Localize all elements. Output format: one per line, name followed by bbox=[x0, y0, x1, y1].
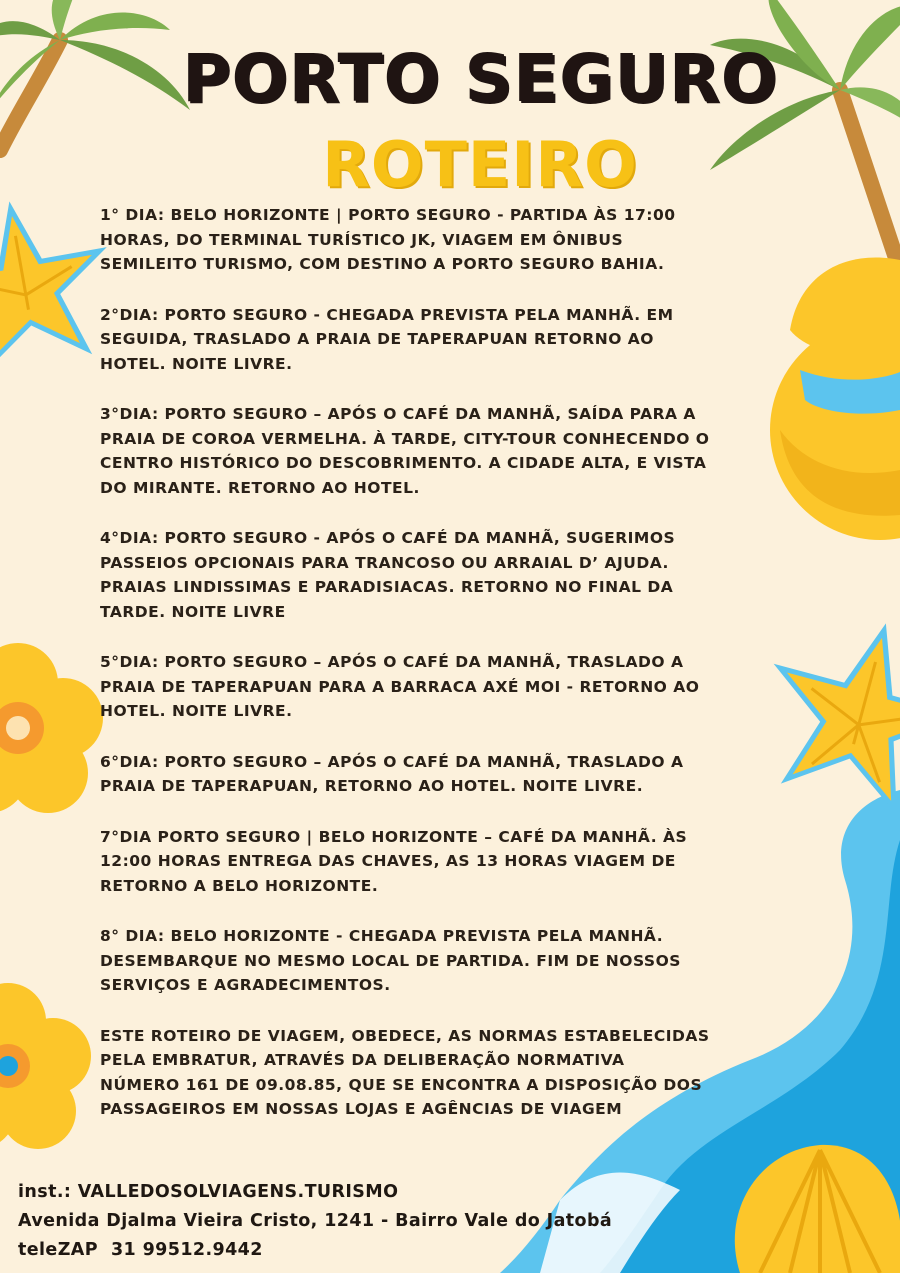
itinerary-list bbox=[100, 203, 800, 1148]
page-title: PORTO SEGURO bbox=[182, 40, 778, 117]
phone-number: teleZAP 31 99512.9442 bbox=[18, 1240, 263, 1260]
itinerary-day-7: 7°DIA PORTO SEGURO | BELO HORIZONTE – CAFÉ DA MANHÃ. ÀS 12:00 HORAS ENTREGA DAS CHAVES, AS 13 HORAS VIAGEM DE RETORNO A BELO HORIZONTE. bbox=[100, 827, 688, 895]
flower-icon bbox=[0, 983, 91, 1149]
address: Avenida Djalma Vieira Cristo, 1241 - Bairro Vale do Jatobá bbox=[18, 1211, 613, 1231]
itinerary-day-2: 2°DIA: PORTO SEGURO - CHEGADA PREVISTA PELA MANHÃ. EM SEGUIDA, TRASLADO A PRAIA DE TAPERAPUAN RETORNO AO HOTEL. NOITE LIVRE. bbox=[100, 305, 674, 373]
itinerary-day-4: 4°DIA: PORTO SEGURO - APÓS O CAFÉ DA MANHÃ, SUGERIMOS PASSEIOS OPCIONAIS PARA TRANCOSO OU ARRAIAL D’ AJUDA. PRAIAS LINDISSIMAS E PARADISIACAS. RETORNO NO FINAL DA TARDE. NOITE LIVRE bbox=[100, 529, 676, 621]
contact-footer bbox=[18, 1178, 798, 1265]
itinerary-day-5: 5°DIA: PORTO SEGURO – APÓS O CAFÉ DA MANHÃ, TRASLADO A PRAIA DE TAPERAPUAN PARA A BARRACA AXÉ MOI - RETORNO AO HOTEL. NOITE LIVRE. bbox=[100, 653, 700, 720]
flower-icon bbox=[0, 643, 103, 813]
itinerary-day-6: 6°DIA: PORTO SEGURO – APÓS O CAFÉ DA MANHÃ, TRASLADO A PRAIA DE TAPERAPUAN, RETORNO AO HOTEL. NOITE LIVRE. bbox=[100, 752, 684, 795]
page-subtitle: ROTEIRO bbox=[322, 128, 638, 201]
itinerary-day-8: 8° DIA: BELO HORIZONTE - CHEGADA PREVISTA PELA MANHÃ. DESEMBARQUE NO MESMO LOCAL DE PARTIDA. FIM DE NOSSOS SERVIÇOS E AGRADECIMENTOS. bbox=[100, 927, 681, 994]
itinerary-day-3: 3°DIA: PORTO SEGURO – APÓS O CAFÉ DA MANHÃ, SAÍDA PARA A PRAIA DE COROA VERMELHA. À TARDE, CITY-TOUR CONHECENDO O CENTRO HISTÓRICO DO DESCOBRIMENTO. A CIDADE ALTA, E VISTA DO MIRANTE. RETORNO AO HOTEL. bbox=[100, 405, 710, 497]
legal-notice: ESTE ROTEIRO DE VIAGEM, OBEDECE, AS NORMAS ESTABELECIDAS PELA EMBRATUR, ATRAVÉS DA DELIBERAÇÃO NORMATIVA NÚMERO 161 DE 09.08.85, QUE SE ENCONTRA A DISPOSIÇÃO DOS PASSAGEIROS EM NOSSAS LOJAS E AGÊNCIAS DE VIAGEM bbox=[100, 1026, 710, 1118]
instagram-handle: inst.: VALLEDOSOLVIAGENS.TURISMO bbox=[18, 1182, 399, 1202]
itinerary-day-1: 1° DIA: BELO HORIZONTE | PORTO SEGURO - PARTIDA ÀS 17:00 HORAS, DO TERMINAL TURÍSTICO JK, VIAGEM EM ÔNIBUS SEMILEITO TURISMO, COM DESTINO A PORTO SEGURO BAHIA. bbox=[100, 206, 676, 273]
